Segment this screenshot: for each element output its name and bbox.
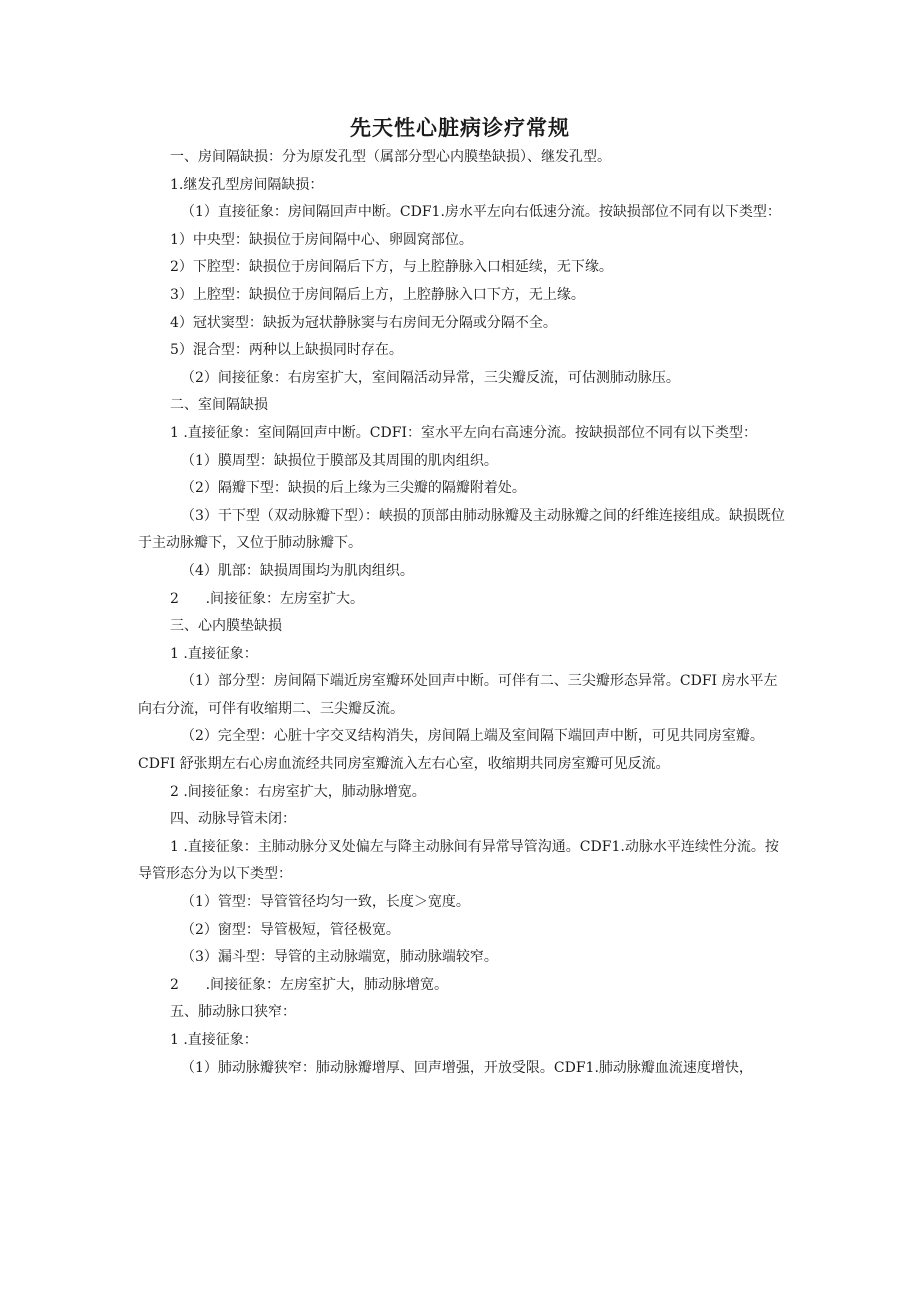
- paragraph: 1 .直接征象：主肺动脉分叉处偏左与降主动脉间有异常导管沟通。CDF1.动脉水平连续性分流。按导管形态分为以下类型：: [138, 838, 779, 883]
- paragraph: 2 .间接征象：右房室扩大，肺动脉增宽。: [170, 783, 426, 800]
- paragraph: （2）间接征象：右房室扩大，室间隔活动异常，三尖瓣反流，可估测肺动脉压。: [181, 369, 680, 386]
- paragraph: 2 .间接征象：左房室扩大，肺动脉增宽。: [170, 976, 449, 993]
- paragraph: 2 .间接征象：左房室扩大。: [170, 590, 365, 607]
- paragraph: （3）干下型（双动脉瓣下型）：峡损的顶部由肺动脉瓣及主动脉瓣之间的纤维连接组成。缺损既位于主动脉瓣下，又位于肺动脉瓣下。: [138, 507, 785, 552]
- paragraph: （2）窗型：导管极短，管径极宽。: [181, 921, 400, 938]
- paragraph: 1 .直接征象：室间隔回声中断。CDFI：室水平左向右高速分流。按缺损部位不同有以下类型：: [170, 424, 757, 441]
- paragraph: 一、房间隔缺损：分为原发孔型（属部分型心内膜垫缺损）、继发孔型。: [170, 149, 611, 165]
- paragraph: 3）上腔型：缺损位于房间隔后上方，上腔静脉入口下方，无上缘。: [170, 286, 585, 303]
- paragraph: （2）隔瓣下型：缺损的后上缘为三尖瓣的隔瓣附着处。: [181, 480, 526, 497]
- paragraph: 1）中央型：缺损位于房间隔中心、卵圆窝部位。: [170, 231, 473, 248]
- paragraph: 4）冠状窦型：缺扳为冠状静脉窦与右房间无分隔或分隔不全。: [170, 314, 557, 331]
- paragraph: 1 .直接征象：: [170, 1032, 258, 1048]
- paragraph: （1）部分型：房间隔下端近房室瓣环处回声中断。可伴有二、三尖瓣形态异常。CDFI 房水平左向右分流，可伴有收缩期二、三尖瓣反流。: [138, 673, 778, 717]
- paragraph: （1）管型：导管管径均匀一致，长度＞宽度。: [181, 894, 470, 911]
- document-body: [138, 144, 786, 1082]
- paragraph: 三、心内膜垫缺损: [170, 618, 282, 635]
- paragraph: 四、动脉导管未闭：: [170, 811, 296, 828]
- paragraph: 五、肺动脉口狭窄：: [170, 1004, 296, 1021]
- paragraph: 1.继发孔型房间隔缺损：: [170, 176, 324, 193]
- paragraph: （3）漏斗型：导管的主动脉端宽，肺动脉端较窄。: [181, 949, 498, 966]
- paragraph: （4）肌部：缺损周围均为肌肉组织。: [181, 562, 414, 579]
- page-title: 先天性心脏病诊疗常规: [350, 116, 570, 140]
- paragraph: 5）混合型：两种以上缺损同时存在。: [170, 342, 403, 359]
- paragraph: （1）膜周型：缺损位于膜部及其周围的肌肉组织。: [181, 452, 498, 469]
- paragraph: （2）完全型：心脏十字交叉结构消失，房间隔上端及室间隔下端回声中断，可见共同房室瓣。CDFI 舒张期左右心房血流经共同房室瓣流入左右心室，收缩期共同房室瓣可见反流。: [138, 728, 764, 773]
- paragraph: （1）直接征象：房间隔回声中断。CDF1.房水平左向右低速分流。按缺损部位不同有以下类型：: [181, 204, 781, 221]
- paragraph: 1 .直接征象：: [170, 645, 258, 662]
- paragraph: （1）肺动脉瓣狭窄：肺动脉瓣增厚、回声增强，开放受限。CDF1.肺动脉瓣血流速度增快，: [181, 1059, 753, 1076]
- paragraph: 二、室间隔缺损: [170, 397, 268, 414]
- paragraph: 2）下腔型：缺损位于房间隔后下方，与上腔静脉入口相延续，无下缘。: [170, 259, 613, 276]
